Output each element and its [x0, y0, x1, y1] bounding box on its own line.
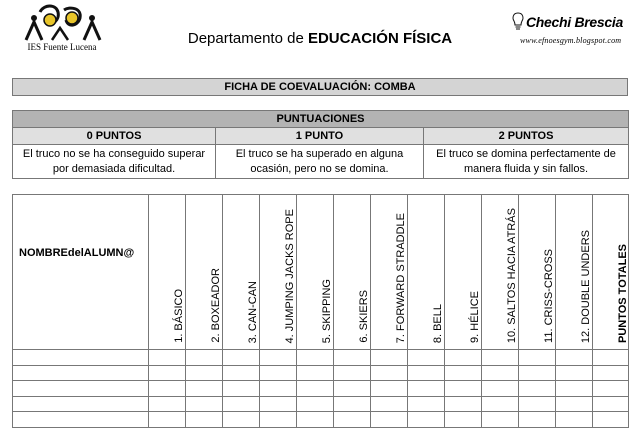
score-cell[interactable] — [334, 350, 371, 366]
school-name: IES Fuente Lucena — [27, 42, 97, 52]
trick-label: 9. HÉLICE — [469, 291, 481, 343]
lightbulb-icon — [510, 12, 526, 30]
score-cell[interactable] — [297, 412, 334, 428]
score-cell[interactable] — [519, 381, 556, 397]
score-2-header: 2 PUNTOS — [424, 128, 629, 145]
score-cell[interactable] — [186, 412, 223, 428]
department-name: EDUCACIÓN FÍSICA — [307, 30, 453, 47]
score-2-desc: El truco se domina perfectamente de manera fluida y sin fallos. — [424, 145, 629, 179]
score-cell[interactable] — [186, 350, 223, 366]
trick-label: 1. BÁSICO — [173, 289, 185, 343]
trick-label: 5. SKIPPING — [321, 278, 333, 343]
student-row — [13, 412, 629, 428]
score-cell[interactable] — [297, 365, 334, 381]
student-name-cell[interactable] — [13, 381, 149, 397]
student-row — [13, 381, 629, 397]
brand-name: Chechi Brescia — [526, 14, 623, 30]
trick-label: 12. DOUBLE UNDERS — [580, 229, 592, 343]
score-cell[interactable] — [482, 412, 519, 428]
score-cell[interactable] — [445, 350, 482, 366]
score-cell[interactable] — [149, 412, 186, 428]
score-cell[interactable] — [482, 381, 519, 397]
score-cell[interactable] — [556, 381, 593, 397]
trick-header — [260, 195, 297, 350]
score-cell[interactable] — [519, 350, 556, 366]
trick-label: 2. BOXEADOR — [210, 268, 222, 343]
score-cell[interactable] — [223, 381, 260, 397]
score-cell[interactable] — [371, 381, 408, 397]
trick-header — [482, 195, 519, 350]
score-cell[interactable] — [186, 365, 223, 381]
score-cell[interactable] — [371, 412, 408, 428]
score-cell[interactable] — [149, 396, 186, 412]
score-cell[interactable] — [556, 365, 593, 381]
score-cell[interactable] — [408, 412, 445, 428]
score-cell[interactable] — [519, 365, 556, 381]
trick-header — [334, 195, 371, 350]
score-cell[interactable] — [408, 381, 445, 397]
score-cell[interactable] — [556, 396, 593, 412]
trick-header — [297, 195, 334, 350]
total-header — [593, 195, 629, 350]
score-cell[interactable] — [149, 350, 186, 366]
grid-header-row — [13, 195, 629, 350]
score-cell[interactable] — [519, 396, 556, 412]
score-cell[interactable] — [297, 396, 334, 412]
score-cell[interactable] — [260, 396, 297, 412]
score-cell[interactable] — [371, 365, 408, 381]
trick-label: 7. FORWARD STRADDLE — [395, 212, 407, 343]
score-cell[interactable] — [223, 350, 260, 366]
score-cell[interactable] — [334, 412, 371, 428]
evaluation-grid — [12, 194, 629, 428]
score-cell[interactable] — [297, 381, 334, 397]
score-1-header: 1 PUNTO — [216, 128, 424, 145]
total-cell[interactable] — [593, 381, 629, 397]
trick-header — [371, 195, 408, 350]
score-0-desc: El truco no se ha conseguido superar por demasiada dificultad. — [13, 145, 216, 179]
trick-label: 11. CRISS-CROSS — [543, 249, 555, 343]
trick-header — [408, 195, 445, 350]
sheet-title: FICHA DE COEVALUACIÓN: COMBA — [12, 78, 628, 96]
scoring-desc-row — [13, 145, 629, 179]
score-cell[interactable] — [445, 412, 482, 428]
score-cell[interactable] — [408, 396, 445, 412]
student-row — [13, 350, 629, 366]
score-cell[interactable] — [334, 365, 371, 381]
score-cell[interactable] — [445, 365, 482, 381]
brand-logo — [508, 8, 638, 54]
trick-header — [223, 195, 260, 350]
score-cell[interactable] — [334, 381, 371, 397]
trick-header — [149, 195, 186, 350]
scoring-table — [12, 110, 629, 179]
scoring-title-row — [13, 111, 629, 128]
student-name-cell[interactable] — [13, 365, 149, 381]
score-cell[interactable] — [445, 396, 482, 412]
score-cell[interactable] — [445, 381, 482, 397]
score-cell[interactable] — [519, 412, 556, 428]
score-cell[interactable] — [408, 350, 445, 366]
score-cell[interactable] — [482, 396, 519, 412]
score-cell[interactable] — [371, 396, 408, 412]
scoring-title: PUNTUACIONES — [13, 111, 629, 128]
score-0-header: 0 PUNTOS — [13, 128, 216, 145]
total-label: PUNTOS TOTALES — [616, 243, 629, 343]
student-row — [13, 365, 629, 381]
score-cell[interactable] — [186, 396, 223, 412]
score-cell[interactable] — [223, 412, 260, 428]
total-cell[interactable] — [593, 365, 629, 381]
trick-header — [445, 195, 482, 350]
score-cell[interactable] — [149, 365, 186, 381]
student-name-cell[interactable] — [13, 396, 149, 412]
total-cell[interactable] — [593, 396, 629, 412]
score-cell[interactable] — [260, 381, 297, 397]
trick-label: 4. JUMPING JACKS ROPE — [284, 208, 296, 343]
trick-label: 3. CAN-CAN — [247, 280, 259, 343]
total-cell[interactable] — [593, 412, 629, 428]
trick-label: 10. SALTOS HACIA ATRÁS — [506, 207, 518, 343]
trick-header — [556, 195, 593, 350]
score-cell[interactable] — [149, 381, 186, 397]
score-cell[interactable] — [408, 365, 445, 381]
blog-url: www.efnoesgym.blogspot.com — [520, 36, 622, 45]
score-cell[interactable] — [482, 365, 519, 381]
trick-header — [186, 195, 223, 350]
trick-label: 8. BELL — [432, 303, 444, 343]
score-cell[interactable] — [371, 350, 408, 366]
trick-header — [519, 195, 556, 350]
score-cell[interactable] — [556, 412, 593, 428]
student-name-header: NOMBREdelALUMN@ — [13, 195, 149, 350]
score-cell[interactable] — [260, 365, 297, 381]
score-cell[interactable] — [297, 350, 334, 366]
scoring-header-row — [13, 128, 629, 145]
trick-label: 6. SKIERS — [358, 290, 370, 343]
score-cell[interactable] — [260, 412, 297, 428]
score-cell[interactable] — [260, 350, 297, 366]
department-prefix: Departamento de — [187, 30, 308, 47]
student-row — [13, 396, 629, 412]
student-name-cell[interactable] — [13, 350, 149, 366]
score-cell[interactable] — [334, 396, 371, 412]
score-1-desc: El truco se ha superado en alguna ocasión, pero no se domina. — [216, 145, 424, 179]
score-cell[interactable] — [556, 350, 593, 366]
score-cell[interactable] — [482, 350, 519, 366]
score-cell[interactable] — [223, 365, 260, 381]
score-cell[interactable] — [186, 381, 223, 397]
score-cell[interactable] — [223, 396, 260, 412]
student-name-cell[interactable] — [13, 412, 149, 428]
total-cell[interactable] — [593, 350, 629, 366]
